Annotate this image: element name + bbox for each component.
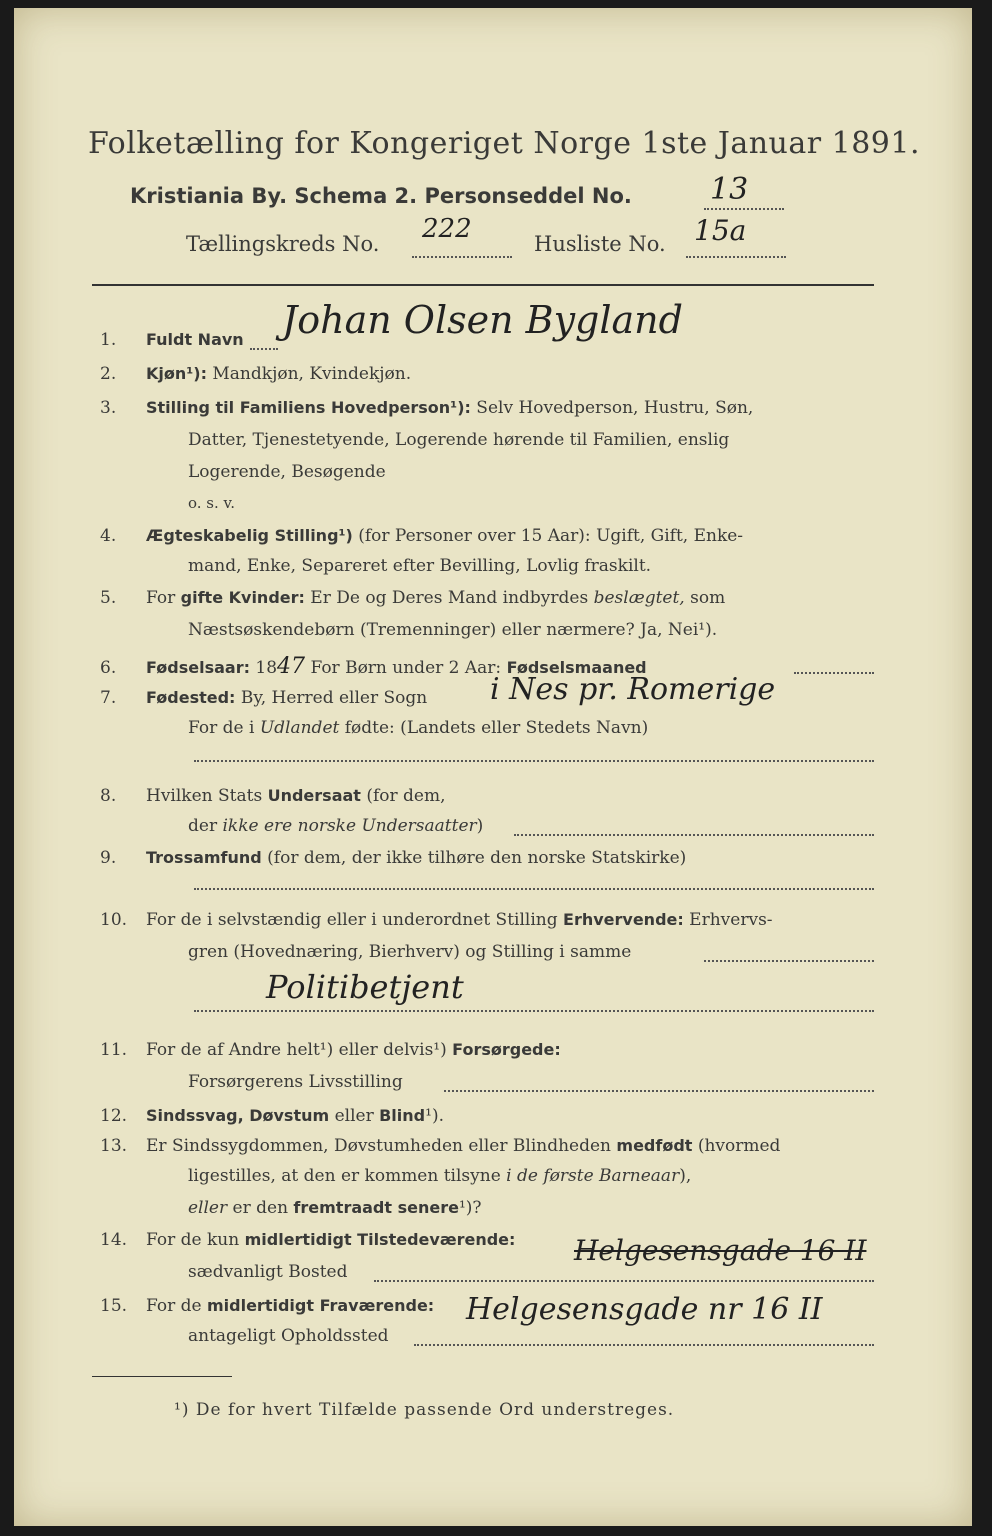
question-8 xyxy=(100,786,446,806)
q10-label: Erhvervende: xyxy=(563,910,684,929)
q3-label: Stilling til Familiens Hovedperson¹): xyxy=(146,398,471,417)
q5-pre: For xyxy=(146,588,181,608)
question-14 xyxy=(100,1230,515,1250)
footnote: ¹) De for hvert Tilfælde passende Ord understreges. xyxy=(174,1400,675,1420)
q10-cont: gren (Hovednæring, Bierhverv) og Stilling i samme xyxy=(188,942,632,962)
question-4 xyxy=(100,526,743,546)
q11-label: Forsørgede: xyxy=(452,1040,561,1059)
q5-cont: Næstsøskendebørn (Tremenninger) eller nærmere? Ja, Nei¹). xyxy=(188,620,718,640)
q4-text: (for Personer over 15 Aar): Ugift, Gift, Enke- xyxy=(352,526,744,546)
header-prefix: Kristiania By. Schema 2. Personseddel No. xyxy=(130,184,632,208)
census-form xyxy=(14,8,972,1526)
question-3 xyxy=(100,398,753,418)
q12-mid: eller xyxy=(329,1106,380,1126)
q13-label: medfødt xyxy=(616,1136,693,1155)
q3-number: 3. xyxy=(100,398,117,418)
q8-number: 8. xyxy=(100,786,117,806)
q8-label: Undersaat xyxy=(267,786,361,805)
q6-label: Fødselsaar: xyxy=(146,658,250,677)
q15-text: For de xyxy=(146,1296,207,1316)
q7-answer: i Nes pr. Romerige xyxy=(490,672,776,707)
q13-cont1-italic: i de første Barneaar xyxy=(506,1166,680,1186)
q8-text: Hvilken Stats xyxy=(146,786,268,806)
question-11 xyxy=(100,1040,561,1060)
q10-answer: Politibetjent xyxy=(266,968,464,1006)
q4-number: 4. xyxy=(100,526,117,546)
q4-label: Ægteskabelig Stilling¹) xyxy=(146,526,353,545)
kreds-dots xyxy=(412,256,512,258)
q7-cont xyxy=(188,718,648,738)
q9-label: Trossamfund xyxy=(146,848,262,867)
q13-number: 13. xyxy=(100,1136,128,1156)
husliste-number: 15a xyxy=(694,214,747,247)
q8-dots xyxy=(514,834,874,836)
q7-label: Fødested: xyxy=(146,688,236,707)
header-line-1 xyxy=(130,184,632,208)
q13-end: (hvormed xyxy=(692,1136,781,1156)
question-2 xyxy=(100,364,411,384)
q10-dots-1 xyxy=(704,960,874,962)
q2-text: Mandkjøn, Kvindekjøn. xyxy=(206,364,412,384)
q13-cont2-label: fremtraadt senere xyxy=(293,1198,459,1217)
question-10 xyxy=(100,910,773,930)
question-7 xyxy=(100,688,427,708)
q1-number: 1. xyxy=(100,330,117,350)
q11-text: For de af Andre helt¹) eller delvis¹) xyxy=(146,1040,453,1060)
q7-cont-italic: Udlandet xyxy=(259,718,340,738)
q12-label: Sindssvag, Døvstum xyxy=(146,1106,330,1125)
question-9 xyxy=(100,848,686,868)
q10-end: Erhvervs- xyxy=(683,910,773,930)
form-title: Folketælling for Kongeriget Norge 1ste Januar 1891. xyxy=(88,126,921,161)
q14-text: For de kun xyxy=(146,1230,245,1250)
q10-text: For de i selvstændig eller i underordnet Stilling xyxy=(146,910,564,930)
q12-number: 12. xyxy=(100,1106,128,1126)
q13-cont1-pre: ligestilles, at den er kommen tilsyne xyxy=(188,1166,507,1186)
q9-number: 9. xyxy=(100,848,117,868)
q11-dots xyxy=(444,1090,874,1092)
kreds-number: 222 xyxy=(422,214,472,244)
q3-cont-2: Logerende, Besøgende xyxy=(188,462,386,482)
q3-cont-1: Datter, Tjenestetyende, Logerende hørende til Familien, enslig xyxy=(188,430,730,450)
q8-cont-pre: der xyxy=(188,816,223,836)
q8-end: (for dem, xyxy=(360,786,446,806)
q6-number: 6. xyxy=(100,658,117,678)
q11-number: 11. xyxy=(100,1040,128,1060)
q14-dots xyxy=(374,1280,874,1282)
q7-cont-end: fødte: (Landets eller Stedets Navn) xyxy=(339,718,649,738)
q13-cont2-end: ¹)? xyxy=(458,1198,482,1218)
q5-label: gifte Kvinder: xyxy=(180,588,305,607)
q13-cont1-end: ), xyxy=(679,1166,692,1186)
q4-cont: mand, Enke, Separeret efter Bevilling, Lovlig fraskilt. xyxy=(188,556,652,576)
question-1 xyxy=(100,330,244,350)
q2-number: 2. xyxy=(100,364,117,384)
q3-text: Selv Hovedperson, Hustru, Søn, xyxy=(470,398,754,418)
q9-dots xyxy=(194,888,874,890)
husliste-label: Husliste No. xyxy=(534,232,666,256)
q15-label: midlertidigt Fraværende: xyxy=(206,1296,435,1315)
question-5 xyxy=(100,588,725,608)
q13-cont2-mid: er den xyxy=(227,1198,294,1218)
q14-cont: sædvanligt Bosted xyxy=(188,1262,348,1282)
q15-answer: Helgesensgade nr 16 II xyxy=(466,1292,823,1327)
q7-cont-pre: For de i xyxy=(188,718,260,738)
q8-cont xyxy=(188,816,483,836)
question-13 xyxy=(100,1136,780,1156)
q3-cont-3: o. s. v. xyxy=(188,494,235,512)
q6-label-2: Fødselsmaaned xyxy=(506,658,647,677)
question-15 xyxy=(100,1296,434,1316)
q15-number: 15. xyxy=(100,1296,128,1316)
q1-label: Fuldt Navn xyxy=(146,330,244,349)
q14-label: midlertidigt Tilstedeværende: xyxy=(244,1230,516,1249)
q8-cont-end: ) xyxy=(476,816,484,836)
q13-text: Er Sindssygdommen, Døvstumheden eller Blindheden xyxy=(146,1136,617,1156)
q10-number: 10. xyxy=(100,910,128,930)
footnote-rule xyxy=(92,1376,232,1377)
q7-text: By, Herred eller Sogn xyxy=(235,688,428,708)
q5-number: 5. xyxy=(100,588,117,608)
question-12 xyxy=(100,1106,444,1126)
q2-label: Kjøn¹): xyxy=(146,364,207,383)
husliste-dots xyxy=(686,256,786,258)
personseddel-number: 13 xyxy=(710,172,749,207)
header-rule xyxy=(92,284,874,286)
q13-cont-1 xyxy=(188,1166,691,1186)
q12-end: ¹). xyxy=(425,1106,444,1126)
q8-cont-italic: ikke ere norske Undersaatter xyxy=(222,816,477,836)
q12-label-2: Blind xyxy=(379,1106,426,1125)
q5-italic: beslægtet, xyxy=(593,588,685,608)
q13-cont-2 xyxy=(188,1198,482,1218)
q11-cont: Forsørgerens Livsstilling xyxy=(188,1072,403,1092)
q1-answer: Johan Olsen Bygland xyxy=(282,298,683,342)
q6-dots xyxy=(794,672,874,674)
q6-rest: For Børn under 2 Aar: xyxy=(305,658,507,678)
q5-text: Er De og Deres Mand indbyrdes xyxy=(304,588,594,608)
q9-text: (for dem, der ikke tilhøre den norske Statskirke) xyxy=(261,848,687,868)
q14-answer: Helgesensgade 16 II xyxy=(574,1234,867,1267)
q6-answer: 47 xyxy=(277,654,306,679)
q5-end: som xyxy=(684,588,726,608)
personseddel-dots xyxy=(704,208,784,210)
q14-number: 14. xyxy=(100,1230,128,1250)
q7-number: 7. xyxy=(100,688,117,708)
kreds-label: Tællingskreds No. xyxy=(186,232,380,256)
q6-text: 18 xyxy=(250,658,278,678)
q10-dots-2 xyxy=(194,1010,874,1012)
q13-cont2-italic: eller xyxy=(188,1198,228,1218)
q7-dots xyxy=(194,760,874,762)
q15-dots xyxy=(414,1344,874,1346)
q1-dots xyxy=(250,348,278,350)
q15-cont: antageligt Opholdssted xyxy=(188,1326,389,1346)
